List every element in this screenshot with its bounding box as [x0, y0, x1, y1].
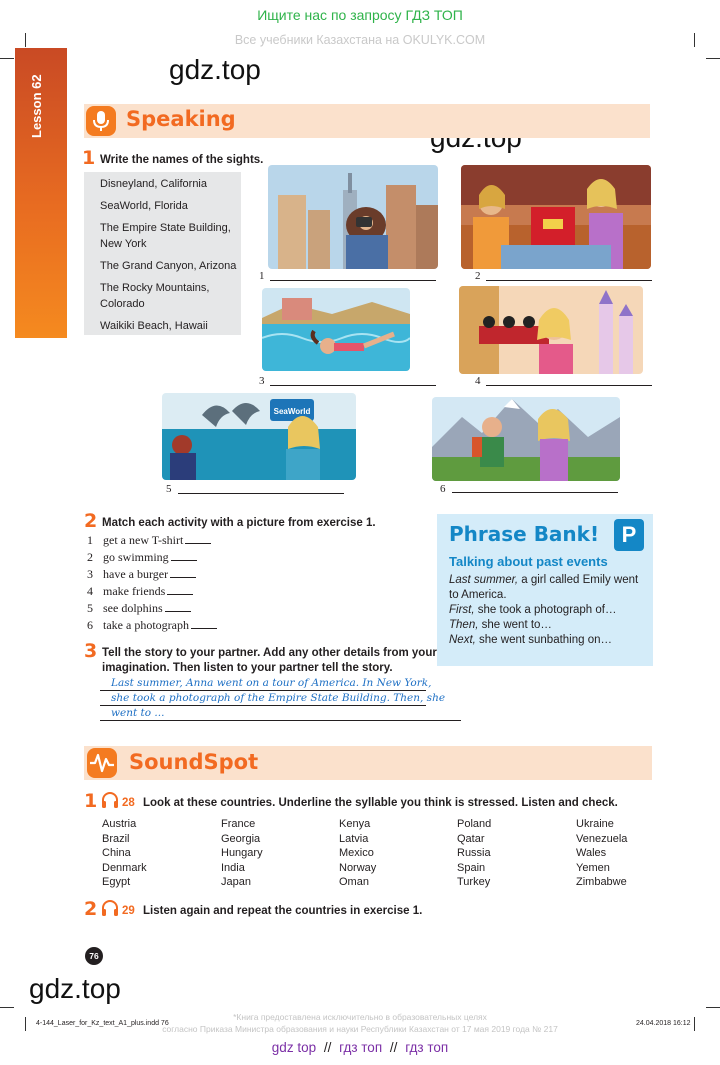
- crop-mark: [694, 33, 695, 47]
- country[interactable]: Brazil: [102, 832, 130, 845]
- activity-text: get a new T-shirt: [103, 533, 184, 547]
- phrase-line: [449, 603, 641, 618]
- picture-grand-canyon: [461, 165, 651, 269]
- country[interactable]: France: [221, 818, 256, 830]
- phrase-bank: [437, 514, 653, 666]
- picture-number: 4: [475, 375, 481, 387]
- exercise-number: 1: [84, 790, 98, 812]
- answer-line[interactable]: [486, 280, 652, 281]
- track-number: 29: [122, 905, 135, 917]
- exercise-number: 2: [84, 510, 98, 532]
- country[interactable]: Poland: [457, 818, 492, 830]
- answer-line[interactable]: [270, 280, 436, 281]
- watermark: gdz.top: [169, 54, 261, 85]
- picture-seaworld: [162, 393, 356, 480]
- country[interactable]: Venezuela: [576, 832, 628, 845]
- lesson-label: Lesson 62: [29, 74, 44, 138]
- crop-mark: [706, 58, 720, 59]
- activity-item: [87, 550, 197, 565]
- writing-line[interactable]: [100, 720, 461, 721]
- phrase-rest: she went sunbathing on…: [475, 634, 613, 646]
- sight-item: Disneyland, California: [100, 178, 207, 190]
- activity-number: 3: [87, 567, 93, 581]
- country[interactable]: China: [102, 847, 131, 860]
- answer-blank[interactable]: [165, 611, 191, 612]
- activity-number: 5: [87, 601, 93, 615]
- country[interactable]: Denmark: [102, 861, 147, 874]
- country[interactable]: Latvia: [339, 832, 369, 845]
- country-column: [339, 817, 376, 890]
- answer-blank[interactable]: [191, 628, 217, 629]
- handwritten-answer: she took a photograph of the Empire State Building. Then, she: [111, 692, 446, 704]
- country[interactable]: Egypt: [102, 876, 131, 889]
- picture-rocky-mountains: [432, 397, 620, 481]
- picture-disneyland: [459, 286, 643, 374]
- activity-text: have a burger: [103, 567, 169, 581]
- phrase-bank-badge: P: [614, 519, 644, 551]
- picture-number: 6: [440, 483, 446, 495]
- exercise-instruction: Listen again and repeat the countries in exercise 1.: [143, 905, 423, 917]
- activity-number: 4: [87, 584, 93, 598]
- headphones-icon: [101, 791, 119, 809]
- phrase-em: Then,: [449, 619, 479, 631]
- country[interactable]: Wales: [576, 847, 607, 860]
- country-column: [576, 817, 627, 890]
- picture-number: 1: [259, 270, 265, 282]
- exercise-instruction: imagination. Then listen to your partner tell the story.: [102, 662, 393, 674]
- activity-text: make friends: [103, 584, 166, 598]
- country[interactable]: Mexico: [339, 847, 374, 860]
- exercise-instruction: Match each activity with a picture from exercise 1.: [102, 517, 376, 529]
- country[interactable]: Oman: [339, 876, 369, 889]
- crop-mark: [706, 1007, 720, 1008]
- disclaimer-line: *Книга предоставлена исключительно в образовательных целях: [233, 1012, 487, 1022]
- writing-line[interactable]: [100, 705, 426, 706]
- watermark: gdz.top: [29, 973, 121, 1004]
- answer-line[interactable]: [452, 492, 618, 493]
- sight-item: The Empire State Building, New York: [100, 222, 231, 250]
- activity-item: [87, 584, 193, 599]
- search-banner: Ищите нас по запросу ГДЗ ТОП: [257, 7, 463, 23]
- exercise-instruction: Tell the story to your partner. Add any other details from your: [102, 647, 437, 659]
- lesson-tab: [15, 48, 67, 338]
- activity-item: [87, 567, 196, 582]
- footer-link[interactable]: gdz top: [271, 1040, 317, 1055]
- activity-item: [87, 618, 217, 633]
- track-number: 28: [122, 797, 135, 809]
- country-column: [457, 817, 491, 890]
- answer-blank[interactable]: [185, 543, 211, 544]
- picture-waikiki: [262, 288, 410, 371]
- phrase-bank-subtitle: Talking about past events: [449, 554, 608, 569]
- seaworld-sign: SeaWorld: [273, 407, 311, 416]
- answer-blank[interactable]: [167, 594, 193, 595]
- country[interactable]: Hungary: [221, 847, 263, 860]
- answer-blank[interactable]: [171, 560, 197, 561]
- country[interactable]: Japan: [221, 876, 251, 889]
- phrase-rest: she went to…: [478, 619, 552, 631]
- sights-box: [84, 172, 241, 335]
- sight-item: SeaWorld, Florida: [100, 200, 188, 212]
- phrase-line: [449, 633, 641, 648]
- exercise-number: 1: [82, 147, 96, 169]
- activity-text: go swimming: [103, 550, 169, 564]
- phrase-bank-title: Phrase Bank!: [449, 522, 600, 546]
- soundspot-title: SoundSpot: [129, 750, 259, 774]
- activity-number: 2: [87, 550, 93, 564]
- page-number: 76: [85, 947, 103, 965]
- disclaimer-line: согласно Приказа Министра образования и науки Республики Казахстан от 17 мая 2019 года № 217: [162, 1024, 558, 1034]
- phrase-line: [449, 618, 641, 633]
- country[interactable]: Ukraine: [576, 818, 614, 830]
- footer-link[interactable]: гдз топ: [339, 1040, 383, 1055]
- answer-blank[interactable]: [170, 577, 196, 578]
- country[interactable]: Russia: [457, 847, 491, 860]
- bottom-links: [0, 1040, 720, 1055]
- country-column: [102, 817, 147, 890]
- country-column: [221, 817, 263, 890]
- sight-item: The Rocky Mountains, Colorado: [100, 282, 210, 310]
- crop-mark: [0, 58, 14, 59]
- country[interactable]: Austria: [102, 818, 137, 830]
- country[interactable]: Yemen: [576, 861, 610, 874]
- crop-mark: [0, 1007, 14, 1008]
- speaking-title: Speaking: [126, 107, 236, 131]
- handwritten-answer: Last summer, Anna went on a tour of America. In New York,: [111, 677, 432, 689]
- exercise-number: 2: [84, 898, 98, 920]
- picture-number: 5: [166, 483, 172, 495]
- country[interactable]: India: [221, 861, 245, 874]
- exercise-number: 3: [84, 640, 98, 662]
- phrase-rest: to America.: [449, 589, 507, 601]
- activity-text: take a photograph: [103, 618, 189, 632]
- phrase-em: First,: [449, 604, 475, 616]
- print-date: 24.04.2018 16:12: [636, 1020, 691, 1027]
- country[interactable]: Qatar: [457, 832, 485, 845]
- activity-number: 6: [87, 618, 93, 632]
- country[interactable]: Zimbabwe: [576, 876, 627, 889]
- soundwave-icon: [87, 748, 117, 778]
- phrase-em: Last summer,: [449, 574, 519, 586]
- headphones-icon: [101, 899, 119, 917]
- activity-item: [87, 533, 211, 548]
- phrase-line: [449, 588, 641, 603]
- phrase-rest: she took a photograph of…: [474, 604, 617, 616]
- link-separator: //: [323, 1040, 332, 1055]
- country[interactable]: Kenya: [339, 818, 371, 830]
- phrase-em: Next,: [449, 634, 476, 646]
- writing-line[interactable]: [100, 690, 426, 691]
- answer-line[interactable]: [178, 493, 344, 494]
- crop-mark: [694, 1017, 695, 1031]
- crop-mark: [25, 1017, 26, 1031]
- activity-item: [87, 601, 191, 616]
- phrase-line: [449, 573, 641, 588]
- footer-link[interactable]: гдз топ: [405, 1040, 449, 1055]
- sight-item: The Grand Canyon, Arizona: [100, 260, 237, 272]
- phrase-rest: a girl called Emily went: [518, 574, 639, 586]
- picture-number: 3: [259, 375, 265, 387]
- exercise-instruction: Look at these countries. Underline the syllable you think is stressed. Listen and check.: [143, 797, 618, 809]
- okulyk-banner: Все учебники Казахстана на OKULYK.COM: [234, 33, 486, 47]
- activity-number: 1: [87, 533, 93, 547]
- file-name: 4-144_Laser_for_Kz_text_A1_plus.indd 76: [36, 1020, 169, 1027]
- microphone-icon: [86, 106, 116, 136]
- exercise-instruction: Write the names of the sights.: [100, 154, 264, 166]
- country[interactable]: Turkey: [457, 876, 491, 889]
- link-separator: //: [389, 1040, 398, 1055]
- picture-number: 2: [475, 270, 481, 282]
- country[interactable]: Norway: [339, 861, 377, 874]
- sight-item: Waikiki Beach, Hawaii: [100, 320, 208, 332]
- country[interactable]: Spain: [457, 861, 486, 874]
- answer-line[interactable]: [270, 385, 436, 386]
- country[interactable]: Georgia: [221, 832, 261, 845]
- crop-mark: [25, 33, 26, 47]
- answer-line[interactable]: [486, 385, 652, 386]
- activity-text: see dolphins: [103, 601, 163, 615]
- picture-new-york: [268, 165, 438, 269]
- handwritten-answer: went to ...: [111, 707, 165, 719]
